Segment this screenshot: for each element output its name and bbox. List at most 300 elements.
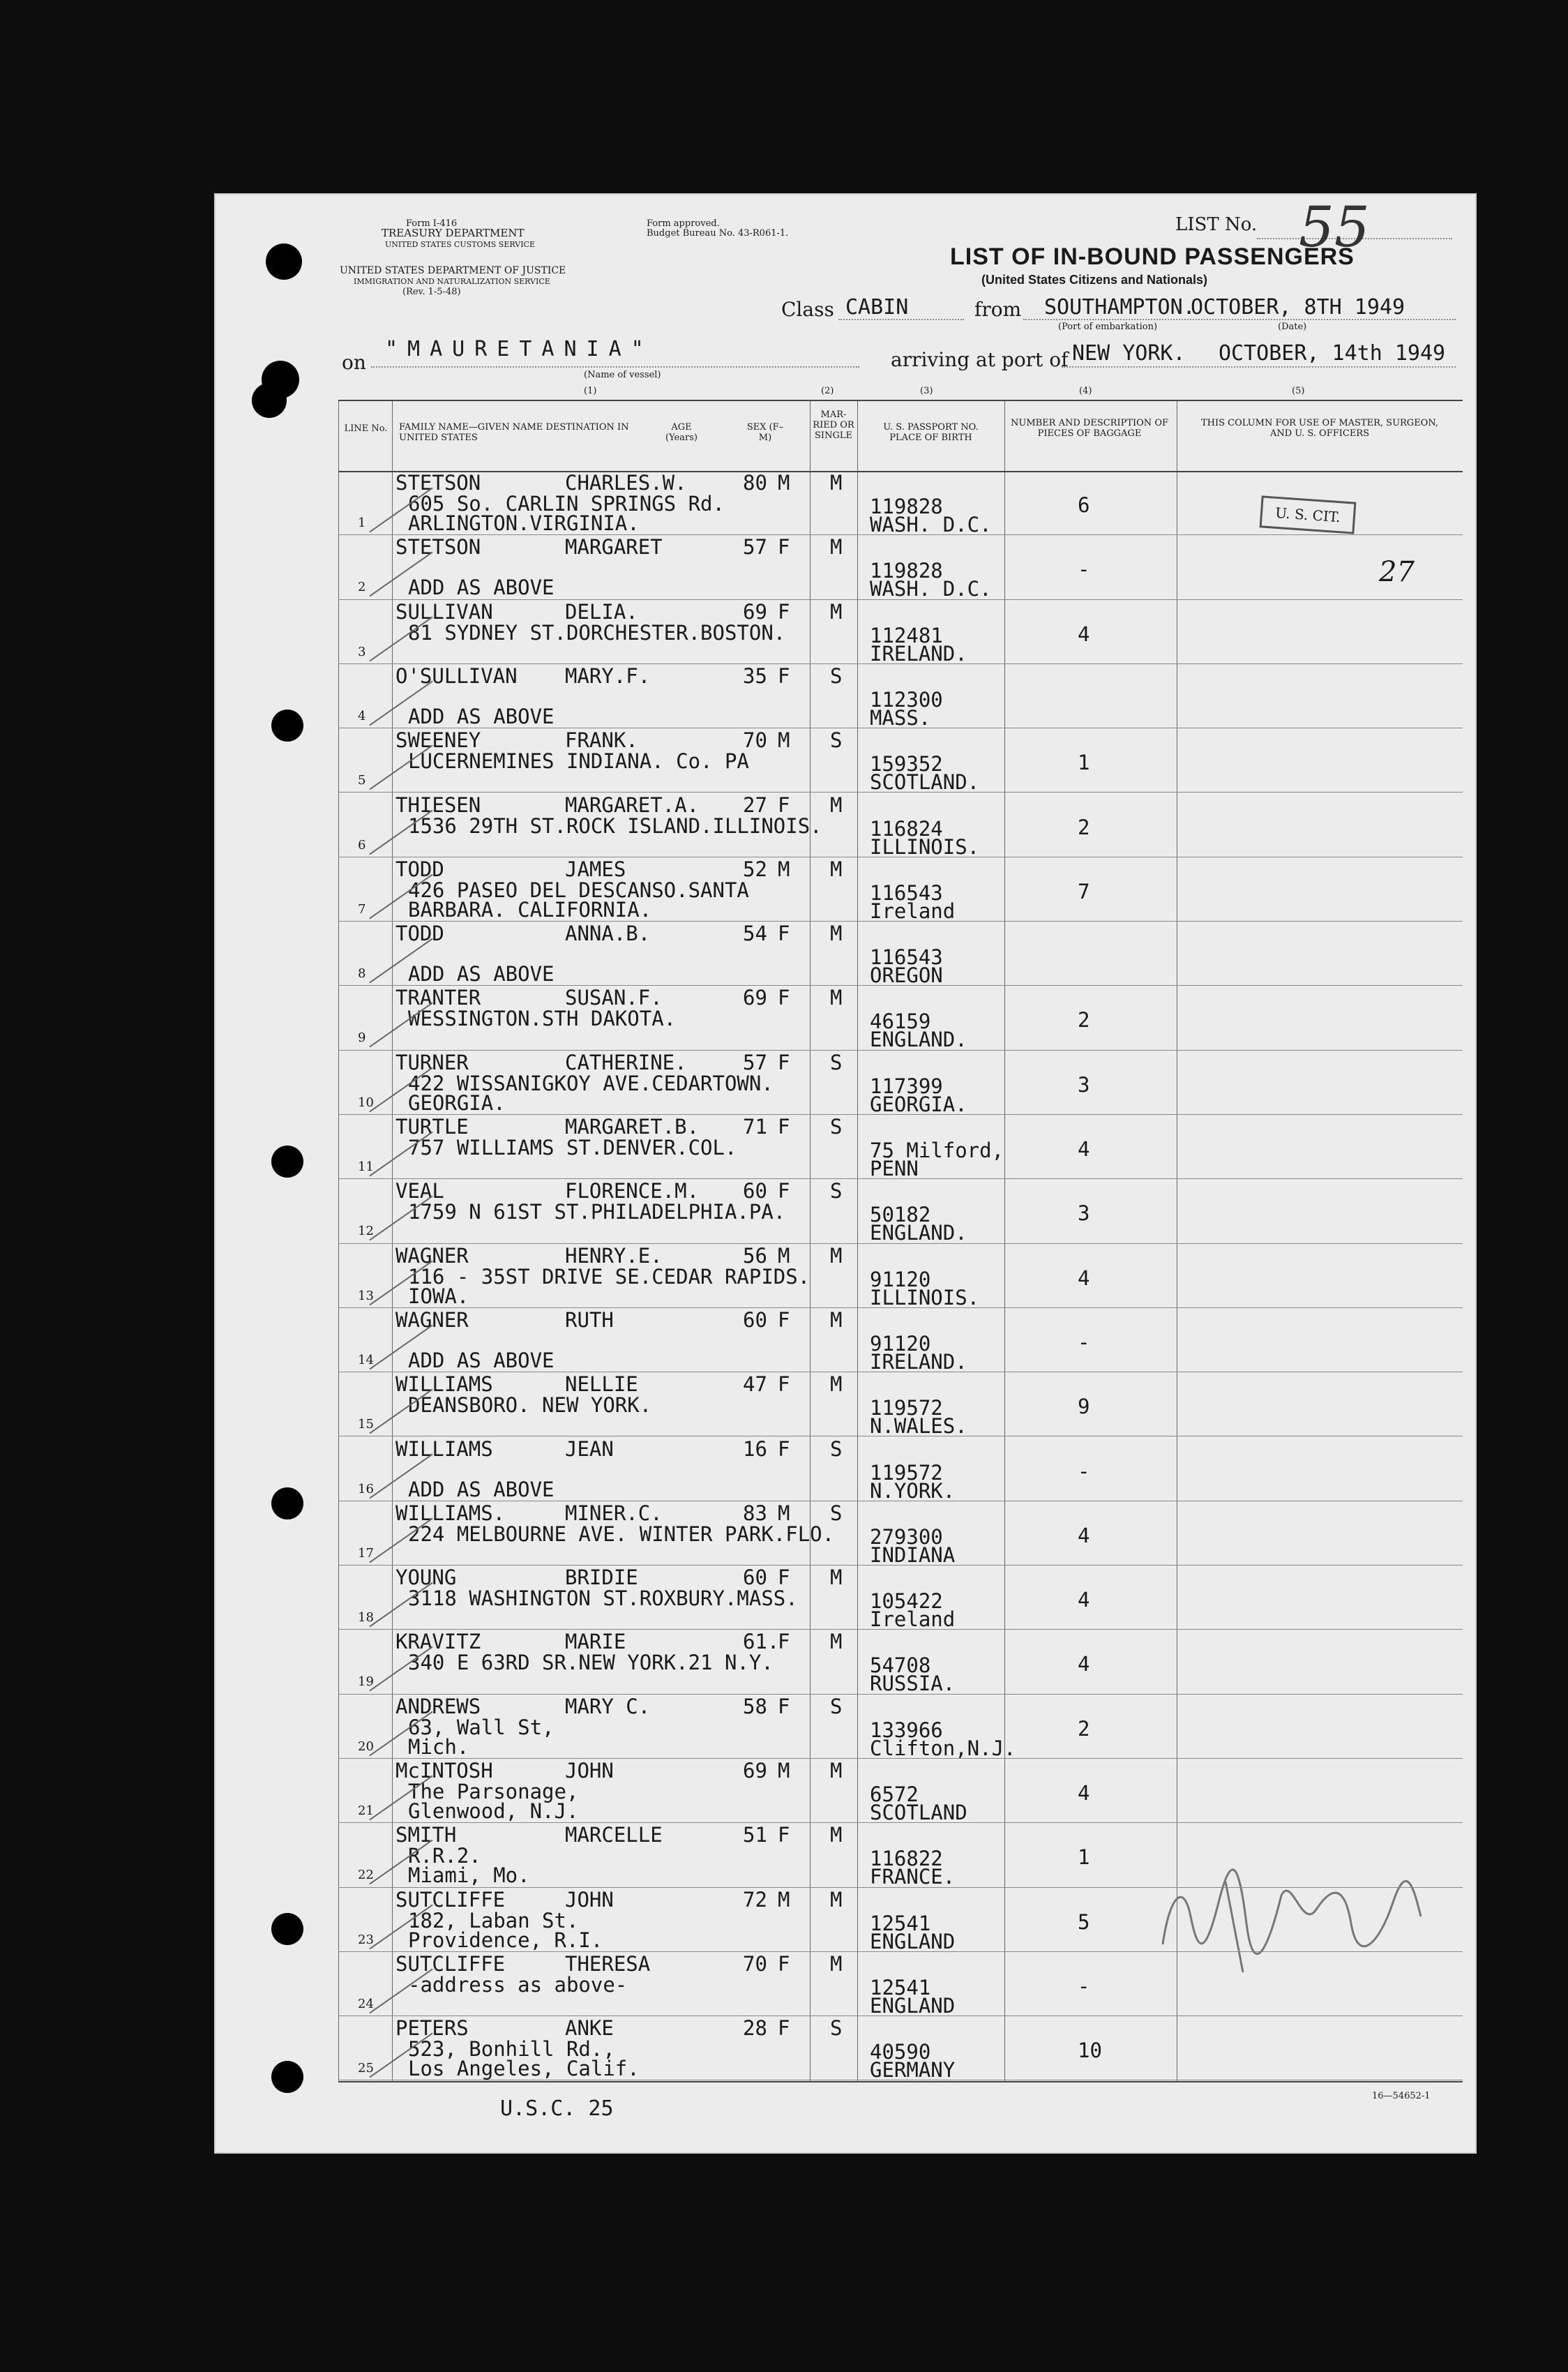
marital-status: M [830, 599, 843, 624]
from-line [1023, 319, 1456, 320]
address-line-1: -address as above- [408, 1972, 628, 1997]
sex: F [778, 1372, 790, 1397]
age: 35 [743, 663, 767, 688]
family-name: THIESEN [395, 793, 481, 817]
baggage-count: - [1078, 1974, 1090, 1998]
place-of-birth: N.WALES. [870, 1414, 967, 1439]
table-row [338, 1566, 1463, 1630]
line-number: 16 [358, 1481, 374, 1496]
given-name: FRANK. [565, 728, 638, 753]
table-row [338, 664, 1463, 728]
line-number: 7 [358, 901, 366, 917]
sex: F [778, 986, 790, 1010]
table-top-border [338, 400, 1463, 401]
col-num-5: (5) [1292, 386, 1305, 396]
age: 28 [743, 2016, 767, 2041]
age: 57 [743, 1050, 767, 1074]
family-name: STETSON [395, 535, 481, 560]
from-date: OCTOBER, 8TH 1949 [1191, 295, 1405, 320]
header-sex: SEX (F–M) [746, 422, 784, 443]
vessel-caption: (Name of vessel) [584, 370, 661, 380]
arrival-line [1062, 366, 1456, 368]
table-row [338, 1695, 1463, 1759]
marital-status: S [830, 1050, 843, 1074]
baggage-count: 3 [1078, 1072, 1090, 1097]
sex: M [778, 728, 790, 753]
marital-status: M [830, 793, 843, 817]
given-name: MARGARET.B. [565, 1115, 700, 1139]
place-of-birth: INDIANA [870, 1542, 956, 1567]
place-of-birth: SCOTLAND [870, 1801, 967, 1824]
passport-number: 159352 [870, 752, 943, 776]
given-name: JEAN [565, 1436, 614, 1461]
table-row [338, 1051, 1463, 1115]
marital-status: S [830, 1436, 843, 1461]
line-number: 1 [358, 516, 366, 530]
sex: F [778, 1630, 790, 1654]
sex: M [778, 1243, 790, 1268]
marital-status: S [830, 2016, 843, 2041]
address-line-2: ADD AS ABOVE [408, 1477, 555, 1501]
line-number: 2 [358, 580, 366, 595]
given-name: CHARLES.W. [565, 471, 687, 495]
passport-number: 6572 [870, 1782, 919, 1806]
age: 69 [743, 599, 767, 624]
passport-number: 54708 [870, 1653, 931, 1678]
given-name: SUSAN.F. [565, 986, 663, 1010]
baggage-count: - [1078, 557, 1090, 582]
age: 71 [743, 1115, 767, 1139]
address-line-1: 81 SYDNEY ST.DORCHESTER.BOSTON. [408, 620, 786, 645]
address-line-1: R.R.2. [408, 1844, 481, 1868]
sex: F [778, 1050, 790, 1074]
age: 58 [743, 1694, 767, 1718]
age: 70 [743, 1951, 767, 1976]
sex: F [778, 1307, 790, 1332]
table-row [338, 922, 1463, 986]
address-line-2: ADD AS ABOVE [408, 1348, 555, 1372]
given-name: THERESA [565, 1951, 651, 1976]
address-line-1: 340 E 63RD SR.NEW YORK.21 N.Y. [408, 1651, 774, 1675]
marital-status: S [830, 1694, 843, 1718]
given-name: MARCELLE [565, 1823, 663, 1847]
place-of-birth: Ireland [870, 899, 956, 923]
place-of-birth: IRELAND. [870, 641, 967, 666]
place-of-birth: WASH. D.C. [870, 513, 992, 536]
footer-usc-count: U.S.C. 25 [500, 2096, 614, 2121]
list-number-label: LIST No. [1175, 214, 1258, 235]
baggage-count: 10 [1078, 2039, 1102, 2063]
sex: M [778, 1759, 790, 1782]
address-line-2: ADD AS ABOVE [408, 576, 555, 600]
treasury-dept: TREASURY DEPARTMENT [382, 227, 525, 239]
address-line-1: 116 - 35ST DRIVE SE.CEDAR RAPIDS. [408, 1264, 811, 1289]
line-number: 8 [358, 966, 366, 982]
family-name: YOUNG [395, 1566, 457, 1590]
place-of-birth: IRELAND. [870, 1349, 967, 1374]
place-of-birth: N.YORK. [870, 1478, 956, 1503]
table-row [338, 1244, 1463, 1308]
family-name: STETSON [395, 471, 481, 495]
baggage-count: 4 [1078, 1781, 1090, 1805]
port-caption: (Port of embarkation) [1058, 322, 1158, 332]
address-line-1: WESSINGTON.STH DAKOTA. [408, 1007, 677, 1031]
address-line-1: 605 So. CARLIN SPRINGS Rd. [408, 492, 725, 516]
baggage-count: 6 [1078, 493, 1090, 517]
customs-service: UNITED STATES CUSTOMS SERVICE [385, 240, 535, 249]
given-name: MARGARET [565, 535, 663, 560]
place-of-birth: ENGLAND. [870, 1028, 967, 1052]
line-number: 3 [358, 644, 366, 659]
passport-number: 91120 [870, 1331, 931, 1356]
place-of-birth: PENN [870, 1157, 919, 1180]
baggage-count: 4 [1078, 1266, 1090, 1290]
age: 83 [743, 1501, 767, 1525]
line-number: 15 [358, 1417, 374, 1432]
age: 51 [743, 1823, 767, 1847]
col-num-4: (4) [1079, 386, 1092, 396]
passport-number: 116824 [870, 816, 943, 841]
table-row [338, 1630, 1463, 1694]
passport-number: 12541 [870, 1975, 931, 1999]
family-name: TRANTER [395, 986, 481, 1010]
table-row [338, 1372, 1463, 1439]
place-of-birth: ENGLAND [870, 1993, 956, 2018]
marital-status: S [830, 1501, 843, 1525]
line-number: 11 [358, 1159, 374, 1174]
line-number: 12 [358, 1224, 374, 1239]
table-row [338, 600, 1463, 664]
address-line-1: LUCERNEMINES INDIANA. Co. PA [408, 749, 749, 774]
line-number: 14 [358, 1352, 374, 1367]
sex: F [778, 599, 790, 624]
immigration-service: IMMIGRATION AND NATURALIZATION SERVICE [354, 277, 550, 286]
passport-number: 105422 [870, 1589, 943, 1614]
sex: F [778, 535, 790, 560]
given-name: JOHN [565, 1887, 614, 1912]
address-line-1: 422 WISSANIGKOY AVE.CEDARTOWN. [408, 1071, 774, 1095]
place-of-birth: GERMANY [870, 2058, 956, 2082]
family-name: WAGNER [395, 1243, 469, 1268]
header-passport: U. S. PASSPORT NO. PLACE OF BIRTH [883, 422, 979, 443]
header-name: FAMILY NAME—GIVEN NAME DESTINATION IN UNITED STATES [399, 422, 629, 443]
passport-number: 75 Milford, [870, 1139, 1004, 1162]
passport-number: 116822 [870, 1847, 943, 1871]
sex: M [778, 471, 790, 495]
place-of-birth: ENGLAND. [870, 1221, 967, 1245]
place-of-birth: Clifton,N.J. [870, 1736, 1016, 1760]
punch-hole [266, 243, 302, 280]
marital-status: M [830, 1951, 843, 1976]
age: 80 [743, 471, 767, 495]
sex: M [778, 1501, 790, 1525]
line-number: 5 [358, 773, 366, 788]
col-num-1: (1) [584, 386, 597, 396]
place-of-birth: Ireland [870, 1607, 956, 1632]
address-line-1: 426 PASEO DEL DESCANSO.SANTA [408, 878, 749, 902]
table-row [338, 1501, 1463, 1566]
family-name: SULLIVAN [395, 599, 493, 624]
passport-number: 279300 [870, 1524, 943, 1549]
age: 56 [743, 1243, 767, 1268]
marital-status: M [830, 1307, 843, 1332]
passport-number: 119828 [870, 495, 943, 518]
table-row [338, 1952, 1463, 2016]
age: 16 [743, 1436, 767, 1461]
family-name: ANDREWS [395, 1694, 481, 1718]
line-number: 9 [358, 1030, 366, 1046]
table-row [338, 857, 1463, 922]
place-of-birth: ILLINOIS. [870, 834, 980, 859]
marital-status: S [830, 663, 843, 688]
given-name: CATHERINE. [565, 1050, 687, 1074]
given-name: JOHN [565, 1759, 614, 1782]
line-number: 25 [358, 2061, 374, 2076]
place-of-birth: SCOTLAND. [870, 770, 980, 795]
from-label: from [974, 298, 1022, 321]
list-number-value: 55 [1299, 195, 1370, 260]
header-married: MAR-RIED OR SINGLE [813, 410, 854, 441]
family-name: KRAVITZ [395, 1630, 481, 1654]
address-line-2: ADD AS ABOVE [408, 962, 555, 986]
marital-status: S [830, 1115, 843, 1139]
justice-dept: UNITED STATES DEPARTMENT OF JUSTICE [340, 265, 566, 276]
given-name: MARGARET.A. [565, 793, 700, 817]
form-approved: Form approved. [647, 218, 720, 229]
baggage-count: 1 [1078, 751, 1090, 775]
age: 70 [743, 728, 767, 753]
sex: F [778, 1823, 790, 1847]
passport-number: 133966 [870, 1718, 943, 1742]
given-name: RUTH [565, 1307, 614, 1332]
table-row [338, 535, 1463, 599]
family-name: TODD [395, 857, 444, 881]
address-line-1: 1536 29TH ST.ROCK ISLAND.ILLINOIS. [408, 813, 822, 838]
line-number: 18 [358, 1610, 374, 1626]
given-name: MARY.F. [565, 663, 651, 688]
table-row [338, 1823, 1463, 1887]
age: 47 [743, 1372, 767, 1397]
family-name: WILLIAMS. [395, 1501, 506, 1525]
age: 27 [743, 793, 767, 817]
marital-status: M [830, 857, 843, 881]
given-name: MINER.C. [565, 1501, 663, 1525]
sex: F [778, 1694, 790, 1718]
marital-status: M [830, 1372, 843, 1397]
address-line-2: ADD AS ABOVE [408, 704, 555, 728]
budget-bureau: Budget Bureau No. 43-R061-1. [647, 228, 789, 239]
passport-number: 46159 [870, 1009, 931, 1034]
line-number: 17 [358, 1545, 374, 1561]
marital-status: S [830, 728, 843, 753]
passport-number: 119828 [870, 559, 943, 583]
on-label: on [342, 351, 366, 374]
passport-number: 119572 [870, 1460, 943, 1485]
punch-hole [271, 710, 303, 742]
us-citizen-stamp: U. S. CIT. [1260, 495, 1357, 534]
baggage-count: 7 [1078, 879, 1090, 903]
baggage-count: 4 [1078, 1588, 1090, 1612]
family-name: WAGNER [395, 1307, 469, 1332]
punch-hole [271, 1913, 303, 1945]
marital-status: M [830, 1243, 843, 1268]
place-of-birth: GEORGIA. [870, 1092, 967, 1116]
vessel-name: "MAURETANIA" [385, 337, 654, 361]
passport-number: 112481 [870, 623, 943, 647]
given-name: HENRY.E. [565, 1243, 663, 1268]
footer-print-code: 16—54652-1 [1372, 2091, 1431, 2101]
header-baggage: NUMBER AND DESCRIPTION OF PIECES OF BAGGAGE [1010, 418, 1168, 439]
class-line [838, 319, 964, 320]
family-name: WILLIAMS [395, 1436, 493, 1461]
manifest-page [214, 193, 1477, 2154]
given-name: DELIA. [565, 599, 638, 624]
marital-status: M [830, 471, 843, 495]
given-name: MARIE [565, 1630, 626, 1654]
age: 52 [743, 857, 767, 881]
line-number: 24 [358, 1996, 374, 2011]
family-name: McINTOSH [395, 1759, 493, 1782]
line-number: 20 [358, 1739, 374, 1754]
place-of-birth: MASS. [870, 705, 931, 730]
table-row [338, 1888, 1463, 1952]
form-subtitle: (United States Citizens and Nationals) [981, 273, 1208, 287]
place-of-birth: ENGLAND [870, 1929, 956, 1953]
address-line-1: DEANSBORO. NEW YORK. [408, 1393, 652, 1418]
family-name: TODD [395, 922, 444, 946]
passport-number: 117399 [870, 1074, 943, 1098]
marital-status: M [830, 535, 843, 560]
sex: F [778, 663, 790, 688]
col-num-3: (3) [920, 386, 933, 396]
age: 61. [743, 1630, 780, 1654]
marital-status: M [830, 1823, 843, 1847]
line-number: 4 [358, 708, 366, 723]
address-line-1: 224 MELBOURNE AVE. WINTER PARK.FLO. [408, 1522, 835, 1546]
sex: F [778, 793, 790, 817]
age: 69 [743, 986, 767, 1010]
line-number: 10 [358, 1095, 374, 1110]
address-line-1: 63, Wall St, [408, 1715, 555, 1739]
address-line-2: IOWA. [408, 1284, 469, 1308]
passport-number: 91120 [870, 1267, 931, 1291]
given-name: NELLIE [565, 1372, 638, 1397]
family-name: SMITH [395, 1823, 457, 1847]
marital-status: M [830, 922, 843, 946]
given-name: ANNA.B. [565, 922, 651, 946]
address-line-1: 757 WILLIAMS ST.DENVER.COL. [408, 1136, 737, 1159]
passport-number: 40590 [870, 2040, 931, 2064]
address-line-2: Providence, R.I. [408, 1928, 603, 1952]
header-officers: THIS COLUMN FOR USE OF MASTER, SURGEON, AND U. S. OFFICERS [1200, 418, 1439, 439]
line-number: 22 [358, 1868, 374, 1883]
marital-status: M [830, 1566, 843, 1590]
place-of-birth: WASH. D.C. [870, 577, 992, 601]
family-name: SUTCLIFFE [395, 1887, 506, 1912]
baggage-count: 4 [1078, 622, 1090, 646]
family-name: VEAL [395, 1179, 444, 1203]
address-line-2: Mich. [408, 1734, 469, 1759]
address-line-2: Glenwood, N.J. [408, 1799, 579, 1823]
marital-status: M [830, 1887, 843, 1912]
baggage-count: 4 [1078, 1652, 1090, 1676]
baggage-count: 4 [1078, 1137, 1090, 1161]
place-of-birth: ILLINOIS. [870, 1285, 980, 1309]
header-line-no: LINE No. [344, 423, 388, 434]
age: 69 [743, 1759, 767, 1782]
table-row [338, 986, 1463, 1050]
line-number: 19 [358, 1674, 374, 1690]
punch-hole [271, 1146, 303, 1178]
passport-number: 50182 [870, 1203, 931, 1227]
form-title: LIST OF IN-BOUND PASSENGERS [950, 243, 1355, 270]
table-row [338, 793, 1463, 857]
arrival-date: OCTOBER, 14th 1949 [1219, 341, 1446, 366]
table-row [338, 1179, 1463, 1243]
punch-hole [271, 1487, 303, 1519]
date-caption: (Date) [1278, 322, 1307, 332]
stamp-note: 27 [1379, 556, 1415, 588]
baggage-count: - [1078, 1459, 1090, 1483]
baggage-count: 2 [1078, 1716, 1090, 1741]
passport-number: 116543 [870, 880, 943, 905]
arriving-label: arriving at port of [891, 348, 1069, 371]
revision-date: (Rev. 1-5-48) [402, 287, 461, 297]
punch-hole [252, 383, 287, 418]
table-row [338, 728, 1463, 793]
address-line-1: 182, Laban St. [408, 1908, 579, 1932]
age: 54 [743, 922, 767, 946]
baggage-count: 3 [1078, 1201, 1090, 1226]
address-line-2: GEORGIA. [408, 1090, 506, 1115]
vessel-line [371, 366, 859, 368]
table-row [338, 1759, 1463, 1823]
address-line-2: Miami, Mo. [408, 1863, 530, 1888]
table-row [338, 1115, 1463, 1179]
baggage-count: 2 [1078, 1008, 1090, 1033]
table-row [338, 471, 1463, 535]
given-name: MARY C. [565, 1694, 651, 1718]
sex: M [778, 1887, 790, 1912]
family-name: SWEENEY [395, 728, 481, 753]
place-of-birth: FRANCE. [870, 1865, 956, 1889]
arrival-port: NEW YORK. [1072, 341, 1186, 366]
col-num-2: (2) [821, 386, 834, 396]
sex: F [778, 922, 790, 946]
marital-status: M [830, 1630, 843, 1654]
class-label: Class [781, 298, 834, 321]
family-name: TURTLE [395, 1115, 469, 1139]
punch-hole [271, 2061, 303, 2093]
class-value: CABIN [845, 295, 909, 320]
form-number: Form I-416 [406, 218, 458, 229]
passport-number: 119572 [870, 1396, 943, 1420]
sex: M [778, 857, 790, 881]
address-line-2: Los Angeles, Calif. [408, 2057, 640, 2081]
age: 57 [743, 535, 767, 560]
age: 60 [743, 1566, 767, 1590]
passport-number: 12541 [870, 1911, 931, 1935]
passport-number: 112300 [870, 687, 943, 712]
table-row [338, 1308, 1463, 1372]
line-number: 13 [358, 1288, 374, 1303]
address-line-1: 1759 N 61ST ST.PHILADELPHIA.PA. [408, 1200, 786, 1224]
baggage-count: 2 [1078, 815, 1090, 839]
baggage-count: - [1078, 1330, 1090, 1354]
sex: F [778, 1436, 790, 1461]
sex: F [778, 1179, 790, 1203]
age: 72 [743, 1887, 767, 1912]
